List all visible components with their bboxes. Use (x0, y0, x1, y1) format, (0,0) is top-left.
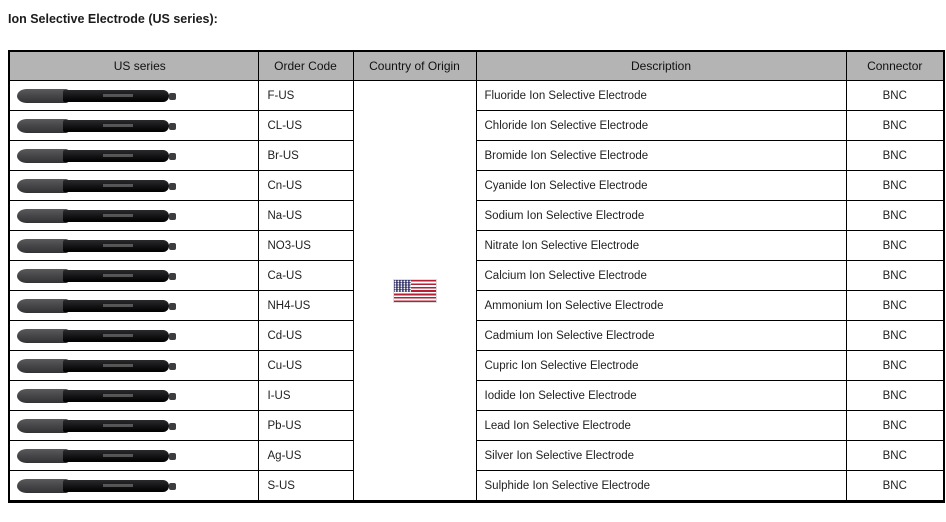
electrode-photo (17, 478, 177, 494)
electrode-photo (17, 238, 177, 254)
electrode-photo (17, 88, 177, 104)
electrode-cap (17, 329, 69, 343)
order-code-cell: Cu-US (258, 351, 353, 381)
flag-canton (394, 280, 411, 292)
order-code-cell: F-US (258, 81, 353, 111)
electrode-cap (17, 179, 69, 193)
product-image-cell (9, 111, 258, 141)
column-header-order-code: Order Code (258, 51, 353, 81)
connector-cell: BNC (846, 351, 944, 381)
electrode-mark (103, 334, 133, 337)
electrode-photo (17, 118, 177, 134)
product-image-cell (9, 351, 258, 381)
description-cell: Lead Ion Selective Electrode (476, 411, 846, 441)
electrode-nub (169, 393, 176, 400)
order-code-cell: Cn-US (258, 171, 353, 201)
product-image-cell (9, 231, 258, 261)
order-code-cell: Ca-US (258, 261, 353, 291)
electrode-mark (103, 184, 133, 187)
electrode-nub (169, 243, 176, 250)
table-row (9, 81, 944, 111)
description-cell: Bromide Ion Selective Electrode (476, 141, 846, 171)
description-cell: Silver Ion Selective Electrode (476, 441, 846, 471)
connector-cell: BNC (846, 111, 944, 141)
electrode-cap (17, 449, 69, 463)
order-code-cell: NH4-US (258, 291, 353, 321)
table-body (9, 81, 944, 502)
connector-cell: BNC (846, 81, 944, 111)
electrode-cap (17, 119, 69, 133)
electrode-mark (103, 304, 133, 307)
product-image-cell (9, 141, 258, 171)
table-row (9, 381, 944, 411)
electrode-cap (17, 209, 69, 223)
connector-cell: BNC (846, 231, 944, 261)
connector-cell: BNC (846, 141, 944, 171)
table-row (9, 411, 944, 441)
connector-cell: BNC (846, 291, 944, 321)
description-cell: Nitrate Ion Selective Electrode (476, 231, 846, 261)
description-cell: Chloride Ion Selective Electrode (476, 111, 846, 141)
connector-cell: BNC (846, 441, 944, 471)
electrode-nub (169, 123, 176, 130)
column-header-description: Description (476, 51, 846, 81)
order-code-cell: NO3-US (258, 231, 353, 261)
order-code-cell: I-US (258, 381, 353, 411)
connector-cell: BNC (846, 201, 944, 231)
description-cell: Cyanide Ion Selective Electrode (476, 171, 846, 201)
electrode-nub (169, 93, 176, 100)
electrode-table (8, 50, 945, 503)
electrode-cap (17, 389, 69, 403)
electrode-nub (169, 363, 176, 370)
connector-cell: BNC (846, 261, 944, 291)
order-code-cell: Pb-US (258, 411, 353, 441)
electrode-photo (17, 178, 177, 194)
electrode-nub (169, 183, 176, 190)
electrode-photo (17, 448, 177, 464)
table-row (9, 441, 944, 471)
electrode-nub (169, 153, 176, 160)
connector-cell: BNC (846, 471, 944, 502)
electrode-mark (103, 364, 133, 367)
electrode-mark (103, 394, 133, 397)
table-row (9, 231, 944, 261)
electrode-cap (17, 89, 69, 103)
table-row (9, 321, 944, 351)
electrode-mark (103, 124, 133, 127)
electrode-photo (17, 388, 177, 404)
electrode-photo (17, 298, 177, 314)
connector-cell: BNC (846, 411, 944, 441)
electrode-nub (169, 333, 176, 340)
description-cell: Iodide Ion Selective Electrode (476, 381, 846, 411)
us-flag-icon (394, 280, 436, 302)
description-cell: Sulphide Ion Selective Electrode (476, 471, 846, 502)
product-image-cell (9, 261, 258, 291)
table-row (9, 201, 944, 231)
column-header-country: Country of Origin (353, 51, 476, 81)
electrode-nub (169, 453, 176, 460)
product-image-cell (9, 471, 258, 502)
product-image-cell (9, 441, 258, 471)
description-cell: Cupric Ion Selective Electrode (476, 351, 846, 381)
table-row (9, 111, 944, 141)
description-cell: Cadmium Ion Selective Electrode (476, 321, 846, 351)
electrode-photo (17, 358, 177, 374)
country-of-origin-cell (353, 81, 476, 502)
product-image-cell (9, 201, 258, 231)
electrode-photo (17, 148, 177, 164)
connector-cell: BNC (846, 171, 944, 201)
table-row (9, 291, 944, 321)
table-row (9, 351, 944, 381)
electrode-mark (103, 214, 133, 217)
header-row (9, 51, 944, 81)
page-title: Ion Selective Electrode (US series): (8, 12, 218, 26)
description-cell: Ammonium Ion Selective Electrode (476, 291, 846, 321)
electrode-photo (17, 418, 177, 434)
description-cell: Calcium Ion Selective Electrode (476, 261, 846, 291)
electrode-nub (169, 213, 176, 220)
electrode-cap (17, 299, 69, 313)
electrode-cap (17, 419, 69, 433)
description-cell: Fluoride Ion Selective Electrode (476, 81, 846, 111)
connector-cell: BNC (846, 381, 944, 411)
description-cell: Sodium Ion Selective Electrode (476, 201, 846, 231)
table-row (9, 141, 944, 171)
electrode-photo (17, 208, 177, 224)
electrode-mark (103, 274, 133, 277)
connector-cell: BNC (846, 321, 944, 351)
electrode-mark (103, 424, 133, 427)
electrode-nub (169, 303, 176, 310)
electrode-nub (169, 483, 176, 490)
table-row (9, 471, 944, 502)
electrode-mark (103, 94, 133, 97)
column-header-us-series: US series (9, 51, 258, 81)
product-image-cell (9, 381, 258, 411)
electrode-nub (169, 423, 176, 430)
product-image-cell (9, 81, 258, 111)
product-image-cell (9, 171, 258, 201)
electrode-mark (103, 454, 133, 457)
electrode-cap (17, 269, 69, 283)
product-image-cell (9, 321, 258, 351)
order-code-cell: Br-US (258, 141, 353, 171)
order-code-cell: Na-US (258, 201, 353, 231)
column-header-connector: Connector (846, 51, 944, 81)
order-code-cell: CL-US (258, 111, 353, 141)
electrode-cap (17, 239, 69, 253)
table-row (9, 261, 944, 291)
order-code-cell: Ag-US (258, 441, 353, 471)
electrode-nub (169, 273, 176, 280)
table-row (9, 171, 944, 201)
electrode-photo (17, 268, 177, 284)
electrode-cap (17, 149, 69, 163)
electrode-cap (17, 359, 69, 373)
electrode-mark (103, 244, 133, 247)
product-image-cell (9, 411, 258, 441)
electrode-photo (17, 328, 177, 344)
electrode-mark (103, 154, 133, 157)
product-image-cell (9, 291, 258, 321)
order-code-cell: Cd-US (258, 321, 353, 351)
electrode-mark (103, 484, 133, 487)
electrode-cap (17, 479, 69, 493)
order-code-cell: S-US (258, 471, 353, 502)
